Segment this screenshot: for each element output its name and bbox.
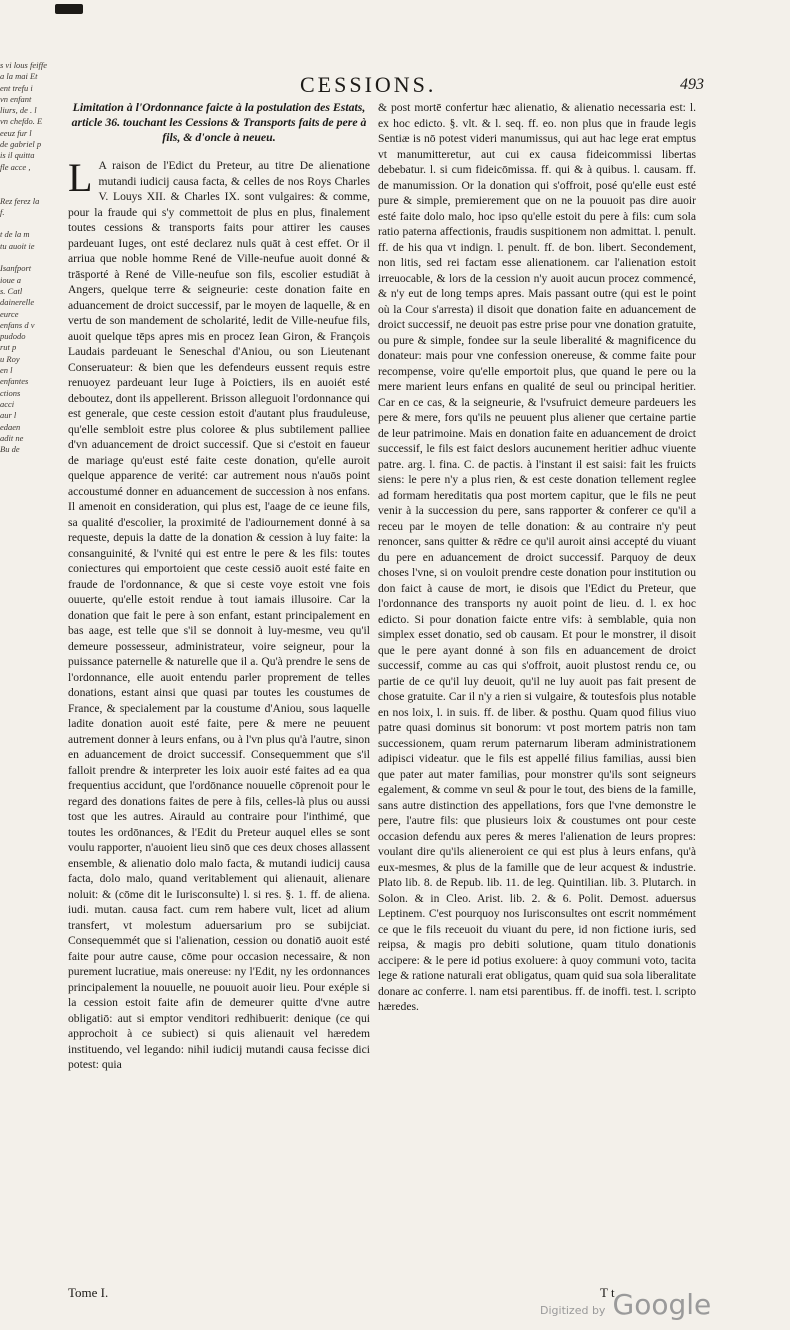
margin-fragment-line: eurce [0,308,19,319]
margin-fragment-line: pudodo [0,331,26,342]
margin-fragment-line: enfantes [0,376,29,387]
margin-fragment-line: ctions [0,387,21,398]
margin-fragment-line: en l [0,365,13,376]
right-column [378,100,696,1015]
margin-fragment-line: s. Catl [0,285,23,296]
margin-fragment-line: Bu de [0,444,20,455]
margin-fragment-line: rut p [0,342,17,353]
margin-fragment-line: vn chefdo. E [0,116,43,127]
margin-fragment-line [0,218,52,229]
watermark-logo: Google [612,1288,712,1321]
margin-fragment-line: tu auoit ie [0,240,35,251]
margin-fragment-line: is il quitta [0,150,35,161]
margin-fragment-line: s vi lous feiffe [0,60,47,70]
margin-fragment-line: adit ne [0,432,24,443]
margin-fragment-line: t de la m [0,229,30,240]
margin-fragment-line: edaen [0,421,21,432]
margin-fragment-line: vn enfant [0,93,32,104]
margin-fragment-line: f. [0,206,5,217]
margin-fragment-line [0,173,52,184]
google-watermark [540,1288,711,1321]
drop-cap: L [68,155,93,201]
margin-fragment-line: aur l [0,410,17,421]
margin-fragment-line: eeuz fur l [0,127,32,138]
left-body-text [68,155,370,1073]
margin-fragment-line: Isanfport [0,263,32,274]
margin-fragment-line: acci [0,398,15,409]
margin-fragment-line: ioue a [0,274,22,285]
footer-signature: T t [600,1285,615,1300]
footer-volume: Tome I. [68,1285,109,1300]
margin-fragment-line: Rez ferez la [0,195,40,206]
section-heading: Limitation à l'Ordonnance faicte à la postulation des Estats, article 36. touchant les Cessions & Transports faits de pere à fils, & d'oncle à neueu. [71,100,367,144]
margin-fragment-line: liurs, de . l [0,105,37,116]
previous-page-margin-fragments [0,60,52,455]
margin-fragment-line: enfans d v [0,319,35,330]
running-title: CESSIONS. [300,72,437,97]
margin-fragment-line: dainerelle [0,297,35,308]
watermark-prefix: Digitized by [540,1304,606,1317]
margin-fragment-line: de gabriel p [0,139,42,150]
left-body-content: A raison de l'Edict du Preteur, au titre De alienatione mutandi iudicij causa facta, & celles de nos Roys Charles V. Louys XII. & Charles IX. sont vulgaires: & comme, pour la fraude qui s'y commettoit de plus en plus, finalement toutes cessions & transports faits pour attirer les causes pardeuant Iuges, ont esté declarez nuls quāt à cest effet. Or il arriua que noble homme René de Ville-neufue auoit donné & trāsporté à René de Ville-neufue son fils, escolier estudiāt à Angers, quelque terre & seigneurie: ceste donation faite en aduancement de droict successif, par le moyen de laquelle, & en vertu de son mandement de scholarité, ledit de Ville-neufue fils, auoit quelque tēps apres mis en procez Iean Giron, & François Laudais pardeuant le Seneschal d'Aniou, ou son Lieutenant Conseruateur: & bien que les defendeurs eussent requis estre renuoyez pardeuant leur Iuge à Poictiers, ils en auoiét esté deboutez, dont ils appellerent. Brisson alleguoit l'ordonnance qui est generale, que ceste cession estoit d'autant plus frauduleuse, qu'elle sembloit estre plus coloree & plus subtilement palliee d'vn aduancement de droict successif. Que si c'estoit en faueur de mariage qu'eust esté faite ceste donation, qu'elle auroit quelque apparence de verité: car autrement nous n'auōs point accoustumé donner en aduancement de succession à nos enfans. Il amenoit en consideration, qui plus est, l'aage de ce ieune fils, sa qualité d'escolier, la proximité de l'adiournement donné à sa requeste, depuis la datte de la donation & cession à luy faite: la consanguinité, & l'vnité qui est entre le pere & les fils: toutes coniectures qui emportoient que ceste cessiō auoit esté faite en fraude de l'ordonnance, & que si ceste voye estoit vne fois ouuerte, qu'elle estoit rendue à tout iamais illusoire. Car la donation que fait le pere à son enfant, estant principalement en bas aage, est telle que s'il se donnoit à luy-mesme, veu qu'il demeure possesseur, administrateur, voire seigneur, pour la puissance paternelle & naturelle que il a. Qu'à prendre le sens de l'ordonnance, elle auoit entendu parler proprement de telles donations, estant ainsi que quasi par toutes les coustumes de France, & specialement par la coustume d'Aniou, sous laquelle ladite donation auoit esté faite, pere & mere ne peuuent autrement donner à leurs enfans, ou à l'vn plus qu'à l'autre, sinon en aduancement de droict successif. Consequemment que s'il falloit prendre & interpreter les loix auoir esté faites ad ea qua frequentius accidunt, que l'ordōnance nouuelle cōprenoit pour le regard des donations faites de pere à fils, celles-là plus ou aussi tost que les autres. Airauld au contraire pour l'inthimé, que toutes les ordōnances, & l'Edit du Preteur auquel elles se sont voulu rapporter, n'auoient lieu sinō que ces deux choses allassent ensemble, & alienatio dolo malo facta, & mutandi iudicij causa facta, dolo malo, quand veritablement qui alienauit, alienare noluit: & (cōme dit le Iurisconsulte) l. si res. §. 1. ff. de aliena. iudi. mutan. causa fact. cum rem habere vult, licet ad alium transfert, vt molestum aduersarium pro se subijciat. Consequemmét que si l'alienation, cession ou donatiō auoit esté faite pour autre cause, cōme pour occasion necessaire, & non purement lucratiue, mais onereuse: ny l'Edit, ny les ordonnances principalement la nouuelle, ne pouuoit auoir lieu. Pour exéple si la cession estoit faite afin de demeurer quitte d'vne autre obligatiō: aut si emptor venditori redhibuerit: denique (ce qui approchoit à ce subiect) si quis alienauit vel hæredem instituendo, vel legando: nihil iudicij mutandi causa fecisse dici potest: quia [68,159,370,1072]
margin-fragment-line: a la mai Et [0,71,38,82]
margin-fragment-line: ent trefu i [0,82,33,93]
ink-mark [55,4,83,14]
right-body-text: & post mortē confertur hæc alienatio, & alienatio necessaria est: l. ex hoc edicto. §. vlt. & l. seq. ff. eo. non plus que in fraude legis Sentiæ is nō potest videri manumissus, qui aut hac lege erat emptus vt manumitteretur, aut cui ex causa fideicommissi libertas debebatur. l. si cum fideicōmissa. ff. qui & à quibus. l. causam. ff. de manumission. Or la donation qui s'offroit, posé qu'elle eust esté pure & simple, premierement que on ne la pouuoit pas dire auoir esté faite dolo malo, hoc ipso qu'elle estoit du pere à fils: cum sola ratio paterna affectionis, fraudis suspitionem non admittat. l. penult. ff. de his qua vt indign. l. penult. ff. de bon. libert. Secondement, non litis, sed rei factam esse alienationem. car l'alienation estoit irreuocable, & lors de la cession n'y auoit aucun procez commencé, & n'y eut de long temps apres. Mais passant outre (qui est le point où la Cour s'arresta) il disoit que donation faite en aduancement de droict successif, ne deuoit pas estre prise pour vne donation gratuite, ou pure & simple, fondee sur la seule liberalité & magnificence du donateur: mais pour vne confession onereuse, & comme faite pour recompense, voire qu'elle emportoit plus, que quand le pere ou la mere marient leurs enfans en qualité de seul ou principal heritier. Car en ce cas, & la seigneurie, & l'vsufruict demeure pardeuers les pere & mere, fors qu'ils ne peuuent plus aliener que certaine partie de leur patrimoine. Mais en donation faite en aduancement de droict successif, le fils est faict deslors aucunement heritier adhuc viuente patre. arg. l. fina. C. de pactis. à l'instant il est saisi: fait les fruicts siens: le pere n'y a plus rien, & est ceste donation tellement reglee ad formam hereditatis qua post mortem capitur, que le fils ne peut venir à la succession du pere, sans rapporter & conferer ce qu'il a receu par le moyen de telle donation: & au contraire n'y peut renoncer, sans quitter & rēdre ce qu'il auroit ainsi accepté du viuant du pere en aduancement de droict successif. Parquoy de deux choses l'vne, si on vouloit prendre ceste donation pour institution ou don faict à cause de mort, ie disois que l'Edict du Preteur, que l'ordonnance des transports ny auoit point de lieu. d. l. ex hoc edicto. Si pour donation faicte entre vifs: à semblable, quia non simplex esset donatio, sed ob causam. Et pour le monstrer, il disoit que le pere ayant donné à son fils en aduancement de droict successif, comme au cas qui s'offroit, auoit plustost rendu ce, ou partie de ce qu'il luy deuoit, qu'il ne luy auoit pas fait present de chose gratuite. Car il n'y a rien si vulgaire, & toutesfois plus notable en nos loix, l. in suis. ff. de liber. & posthu. Quam quod filius viuo patre quasi dominus sit bonorum: vt post mortem patris non tam successionem, quam rerum paternarum liberam administrationem adipisci videatur. que le fils est appellé filius familias, aussi bien que pater aut mater familias, pour monstrer qu'ils sont seigneurs egalement, & comme vn seul & pour le tout, des biens de la famille, sans autre distinction des appellations, fors que l'vne demonstre le pere, l'autre fils: que plusieurs loix & coustumes ont pour ceste occasion defendu aux peres & meres l'alienation de leurs propres: voulant dire qu'ils alieneroient ce qui est plus à leurs enfans, qu'à eux-mesmes, & plus de la famille que de leur acquest & industrie. Plato lib. 8. de Repub. lib. 11. de leg. Quintilian. lib. 3. Plutarch. in Solon. & in Cleo. Arist. lib. 2. & 6. Polit. Demost. aduersus Leptinem. C'est pourquoy nos Iurisconsultes ont escrit nommément ce que le fils receuoit du viuant du pere, id non fictione iuris, sed reipsa, & magis pro debiti solutione, quam titulo donationis accipere: & le pere id potius exoluere: à quoy communi voto, tacita lege & ratione naturali erat obligatus, quam quid sua sola liberalitate donare ac conferre. l. nam etsi parentibus. ff. de inoffi. test. l. scripto hæredes. [378,101,696,1013]
margin-fragment-line [0,184,52,195]
left-column [68,100,370,1073]
margin-fragment-line: fle acce , [0,161,31,172]
margin-fragment-line [0,252,52,263]
margin-fragment-line: u Roy [0,353,20,364]
page-number: 493 [680,76,704,93]
